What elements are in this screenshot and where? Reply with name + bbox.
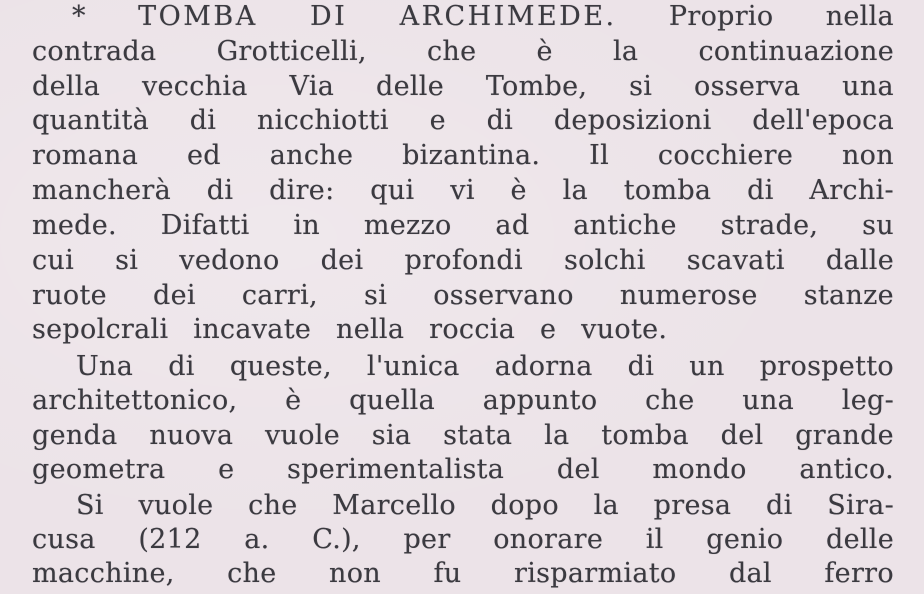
text-line-5 — [0, 139, 924, 173]
text-line-2 — [0, 35, 924, 69]
word: cocchiere — [657, 140, 794, 171]
word: dopo — [490, 490, 559, 521]
text-line-10 — [0, 313, 924, 347]
word: macchine, — [32, 558, 175, 589]
word: appunto — [482, 385, 598, 416]
text-line-15 — [0, 489, 924, 523]
word: presa — [653, 490, 732, 521]
word: osserva — [694, 71, 801, 102]
word: risparmiato — [514, 558, 677, 589]
word: contrada — [32, 36, 157, 67]
word: stanze — [803, 280, 894, 311]
word: sepolcrali — [32, 314, 169, 345]
word: che — [227, 558, 277, 589]
word: a. — [244, 524, 270, 555]
word: Sira- — [827, 490, 894, 521]
word: antiche — [573, 210, 677, 241]
word: onorare — [493, 524, 604, 555]
word: stata — [443, 420, 513, 451]
word: Si — [76, 490, 104, 521]
word: nuova — [149, 420, 234, 451]
word: adorna — [494, 351, 593, 382]
word: di — [206, 175, 234, 206]
word: genda — [32, 420, 118, 451]
word: Via — [289, 71, 335, 102]
text-line-8 — [0, 244, 924, 278]
word: dell'epoca — [752, 105, 894, 136]
word: fu — [433, 558, 462, 589]
word: dal — [728, 558, 772, 589]
word: non — [329, 558, 381, 589]
word: che — [426, 36, 477, 67]
word: Una — [76, 351, 134, 382]
word: deposizioni — [553, 105, 712, 136]
word: quantità — [32, 105, 149, 136]
word: è — [510, 175, 527, 206]
word: tomba — [601, 420, 689, 451]
word: la — [612, 36, 639, 67]
word: l'unica — [366, 351, 460, 382]
word: una — [742, 385, 795, 416]
text-line-6 — [0, 174, 924, 208]
text-line-4 — [0, 104, 924, 138]
word: C.), — [312, 524, 361, 555]
word: Grotticelli, — [216, 36, 367, 67]
word: Tombe, — [485, 71, 588, 102]
word: nella — [336, 314, 405, 345]
word: carri, — [241, 280, 318, 311]
text-line-17 — [0, 557, 924, 591]
word: Proprio — [668, 1, 774, 32]
word: geometra — [32, 454, 166, 485]
text-line-7 — [0, 209, 924, 243]
word: e — [540, 314, 557, 345]
text-line-1 — [0, 0, 924, 34]
word: di — [766, 490, 793, 521]
word: vecchia — [141, 71, 248, 102]
word: si — [115, 245, 139, 276]
word: di — [168, 351, 195, 382]
word: è — [285, 385, 302, 416]
word: del — [556, 454, 600, 485]
word: delle — [376, 71, 445, 102]
word: per — [403, 524, 451, 555]
word: dei — [320, 245, 364, 276]
word: quella — [349, 385, 435, 416]
word: ferro — [824, 558, 894, 589]
word: antico. — [799, 454, 894, 485]
word: si — [629, 71, 653, 102]
word: strade, — [720, 210, 819, 241]
word: genio — [706, 524, 784, 555]
word: si — [364, 280, 388, 311]
word: di — [189, 105, 217, 136]
word: dire: — [269, 175, 335, 206]
heading-word: DI — [310, 1, 348, 32]
word: qui — [370, 175, 415, 206]
word: la — [562, 175, 588, 206]
word: continuazione — [698, 36, 894, 67]
word: di — [747, 175, 774, 206]
word: profondi — [404, 245, 523, 276]
word: Il — [589, 140, 610, 171]
asterisk: * — [72, 1, 86, 32]
heading-word: ARCHIMEDE. — [399, 1, 617, 32]
word: (212 — [138, 524, 202, 555]
word: Marcello — [332, 490, 456, 521]
word: sperimentalista — [287, 454, 505, 485]
word: dalle — [825, 245, 894, 276]
word: anche — [269, 140, 354, 171]
text-line-9 — [0, 279, 924, 313]
word: bizantina. — [402, 140, 541, 171]
word: vi — [450, 175, 475, 206]
word: prospetto — [759, 351, 894, 382]
text-line-16 — [0, 523, 924, 557]
word: della — [32, 71, 101, 102]
word: è — [536, 36, 553, 67]
word: la — [544, 420, 570, 451]
word: vuole — [138, 490, 214, 521]
word: incavate — [193, 314, 312, 345]
word: una — [842, 71, 894, 102]
word: mondo — [652, 454, 747, 485]
word: di — [627, 351, 655, 382]
heading-word: TOMBA — [138, 1, 258, 32]
word: e — [218, 454, 235, 485]
word: roccia — [429, 314, 516, 345]
word: ed — [187, 140, 221, 171]
word: un — [689, 351, 725, 382]
word: osservano — [433, 280, 574, 311]
word: cui — [32, 245, 75, 276]
word: e — [429, 105, 446, 136]
text-line-11 — [0, 350, 924, 384]
word: scavati — [686, 245, 785, 276]
word: mancherà — [32, 175, 171, 206]
text-line-14 — [0, 453, 924, 487]
word: Difatti — [160, 210, 250, 241]
text-line-3 — [0, 70, 924, 104]
word: numerose — [619, 280, 758, 311]
word: mede. — [32, 210, 117, 241]
word: vedono — [179, 245, 280, 276]
word: architettonico, — [32, 385, 238, 416]
word: la — [593, 490, 619, 521]
word: leg- — [841, 385, 894, 416]
word: di — [486, 105, 514, 136]
word: nella — [825, 1, 894, 32]
word: ruote — [32, 280, 107, 311]
text-line-13 — [0, 419, 924, 453]
word: dei — [152, 280, 196, 311]
word: grande — [795, 420, 894, 451]
word: vuote. — [581, 314, 668, 345]
word: solchi — [563, 245, 646, 276]
word: non — [841, 140, 894, 171]
word: cusa — [32, 524, 96, 555]
word: mezzo — [363, 210, 452, 241]
word: delle — [825, 524, 894, 555]
word: del — [720, 420, 764, 451]
text-line-12 — [0, 384, 924, 418]
word: queste, — [229, 351, 332, 382]
word: in — [293, 210, 320, 241]
word: vuole — [265, 420, 341, 451]
word: tomba — [623, 175, 712, 206]
word: Archi- — [809, 175, 894, 206]
word: su — [862, 210, 894, 241]
word: che — [248, 490, 298, 521]
word: il — [645, 524, 664, 555]
word: romana — [32, 140, 139, 171]
word: nicchiotti — [256, 105, 389, 136]
word: ad — [495, 210, 530, 241]
word: che — [645, 385, 695, 416]
word: sia — [371, 420, 412, 451]
